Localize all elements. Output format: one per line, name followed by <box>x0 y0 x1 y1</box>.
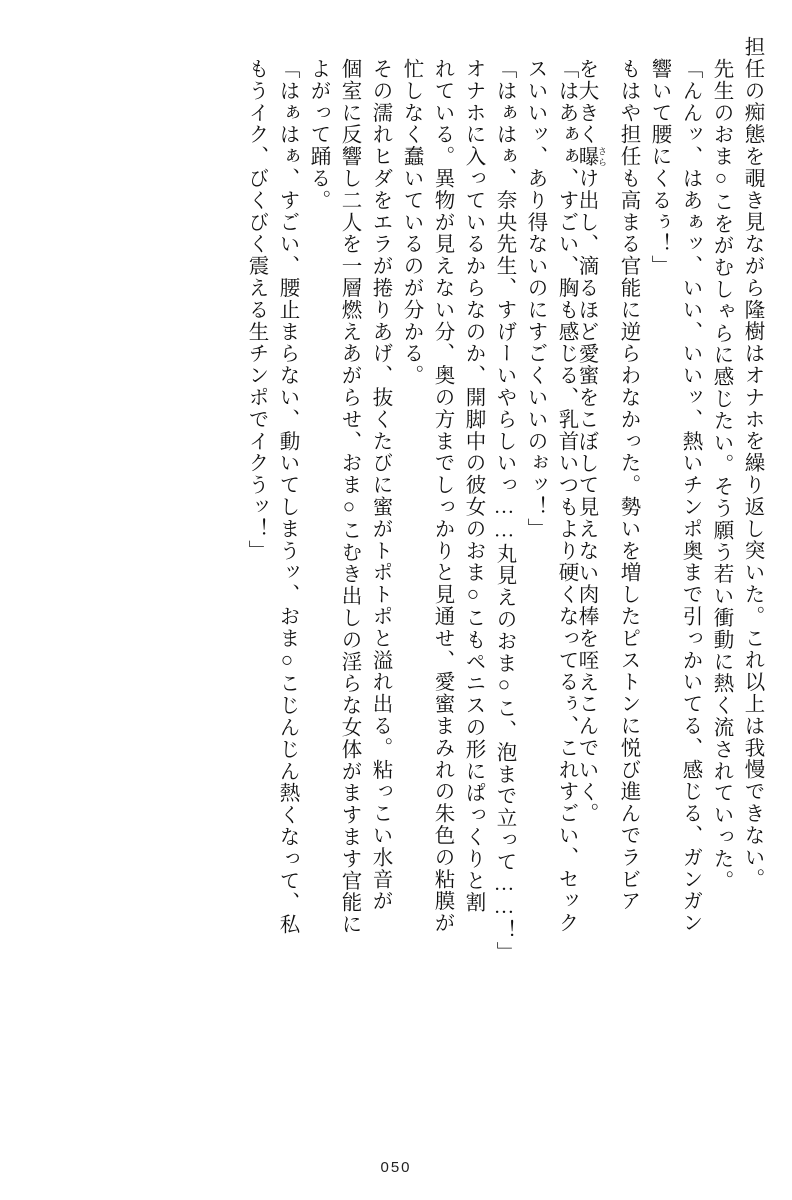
page-number: 050 <box>380 1159 412 1176</box>
ruby-column-text: を大きく曝 さらけ出し、滴るほど愛蜜をこぼして見えない肉棒を咥えこんでいく。 <box>575 58 607 825</box>
text-column: 担任の痴態を覗き見ながら隆樹はオナホを繰り返し突いた。これ以上は我慢できない。 <box>741 36 763 891</box>
text-column: れている。異物が見えない分、奥の方までしっかりと見通せ、愛蜜まみれの朱色の粘膜が <box>431 58 453 934</box>
text-column: 「はあぁぁ、すごい、胸も感じる、乳首いつもより硬くなってるぅ、これすごい、セック <box>555 58 577 934</box>
text-column: もうイク、びくびく震える生チンポでイクうッ！」 <box>245 58 267 562</box>
text-column: 忙しなく蠢いているのが分かる。 <box>400 58 422 387</box>
text-column: その濡れヒダをエラが捲りあげ、抜くたびに蜜がトポトポと溢れ出る。粘っこい水音が <box>369 58 391 913</box>
text-column: オナホに入っているからなのか、開脚中の彼女のおま○こもペニスの形にぱっくりと割 <box>462 58 484 914</box>
vertical-text-body <box>44 36 762 1146</box>
ruby-text: さら <box>597 145 607 168</box>
text-column-with-ruby <box>576 36 607 1158</box>
text-column: 「んんッ、はあぁッ、いい、いいッ、熱いチンポ奥まで引っかいてる、感じる、ガンガン <box>679 58 701 934</box>
text-column: 「はぁはぁ、奈央先生、すげーいやらしいっ……丸見えのおま○こ、泡まで立って……！」 <box>493 58 515 964</box>
text-column: よがって踊る。 <box>307 58 329 212</box>
ruby-sara: 曝 さら <box>575 145 607 168</box>
text-column: 響いて腰にくるぅ！」 <box>648 58 670 277</box>
text-column: もはや担任も高まる官能に逆らわなかった。勢いを増したピストンに悦び進んでラビア <box>617 58 639 913</box>
text-column: 個室に反響し二人を一層燃えあがらせ、おま○こむき出しの淫らな女体がますます官能に <box>338 58 360 936</box>
text-column: 「はぁはぁ、すごい、腰止まらない、動いてしまうッ、おま○こじんじん熱くなって、私 <box>276 58 298 936</box>
text-column: スいいッ、あり得ないのにすごくいいのぉッ！」 <box>524 58 546 540</box>
text-column: 先生のおま○こをがむしゃらに感じたい。そう願う若い衝動に熱く流されていった。 <box>710 58 732 892</box>
